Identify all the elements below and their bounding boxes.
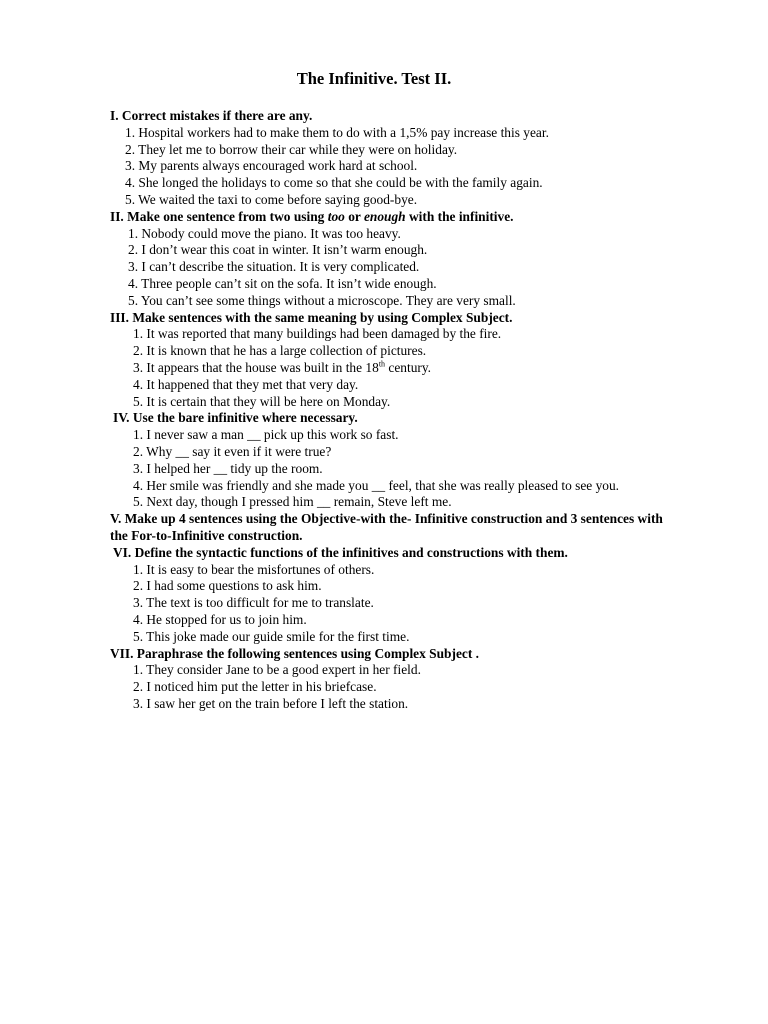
list-item: 5. This joke made our guide smile for the first time. <box>133 628 410 644</box>
heading-emphasis-enough: enough <box>363 208 406 224</box>
list-item: 2. I don’t wear this coat in winter. It isn’t warm enough. <box>128 242 428 258</box>
list-item: 2. It is known that he has a large collection of pictures. <box>133 343 427 359</box>
section-heading: III. Make sentences with the same meaning by using Complex Subject. <box>110 309 513 325</box>
section-heading <box>110 209 710 226</box>
list-item: 2. I noticed him put the letter in his briefcase. <box>133 679 377 695</box>
document-body <box>110 108 710 713</box>
heading-text: II. Make one sentence from two using <box>110 208 328 224</box>
exercise-list <box>110 427 710 511</box>
section-6 <box>110 545 710 646</box>
list-item: 1. Hospital workers had to make them to do with a 1,5% pay increase this year. <box>125 124 549 140</box>
list-item: 1. It is easy to bear the misfortunes of others. <box>133 561 375 577</box>
list-item: 1. It was reported that many buildings had been damaged by the fire. <box>133 326 502 342</box>
list-item-text: 3. It appears that the house was built in the 18 <box>133 359 379 375</box>
section-5 <box>110 511 710 545</box>
list-item: 5. You can’t see some things without a microscope. They are very small. <box>128 292 516 308</box>
superscript: th <box>378 359 386 369</box>
list-item: 2. Why __ say it even if it were true? <box>133 443 332 459</box>
section-heading: I. Correct mistakes if there are any. <box>110 108 313 123</box>
list-item: 1. I never saw a man __ pick up this work so fast. <box>133 427 399 443</box>
exercise-list <box>110 326 710 410</box>
list-item <box>110 360 710 377</box>
list-item: 4. It happened that they met that very day. <box>133 376 359 392</box>
section-heading: IV. Use the bare infinitive where necessary. <box>113 410 358 426</box>
list-item-text: century. <box>385 359 432 375</box>
section-heading: VI. Define the syntactic functions of the infinitives and constructions with them. <box>113 544 568 560</box>
section-7 <box>110 646 710 713</box>
section-2 <box>110 209 710 310</box>
list-item: 3. I can’t describe the situation. It is very complicated. <box>128 259 420 275</box>
section-heading: VII. Paraphrase the following sentences using Complex Subject . <box>110 645 479 661</box>
heading-emphasis-too: too <box>327 208 345 224</box>
list-item: 3. The text is too difficult for me to translate. <box>133 595 374 611</box>
list-item: 4. Her smile was friendly and she made you __ feel, that she was really pleased to see you. <box>133 477 620 493</box>
section-heading: V. Make up 4 sentences using the Objective-with the- Infinitive construction and 3 sentences with the For-to-Infinitive construction. <box>110 511 663 543</box>
heading-text: with the infinitive. <box>405 208 514 224</box>
list-item: 5. It is certain that they will be here on Monday. <box>133 393 391 409</box>
list-item: 4. She longed the holidays to come so that she could be with the family again. <box>125 175 543 191</box>
list-item: 3. My parents always encouraged work hard at school. <box>125 158 418 174</box>
section-3 <box>110 310 710 411</box>
document-title: The Infinitive. Test II. <box>296 69 452 88</box>
heading-text: or <box>344 208 364 224</box>
list-item: 4. He stopped for us to join him. <box>133 611 307 627</box>
list-item: 1. Nobody could move the piano. It was too heavy. <box>128 225 401 241</box>
list-item: 1. They consider Jane to be a good expert in her field. <box>133 662 421 678</box>
list-item: 4. Three people can’t sit on the sofa. It isn’t wide enough. <box>128 275 437 291</box>
exercise-list <box>110 125 710 209</box>
list-item: 2. I had some questions to ask him. <box>133 578 322 594</box>
list-item: 2. They let me to borrow their car while they were on holiday. <box>125 141 458 157</box>
list-item: 5. Next day, though I pressed him __ remain, Steve left me. <box>133 494 452 510</box>
list-item: 3. I saw her get on the train before I left the station. <box>133 695 409 711</box>
exercise-list <box>110 562 710 646</box>
list-item: 3. I helped her __ tidy up the room. <box>133 460 323 476</box>
exercise-list <box>110 226 710 310</box>
exercise-list <box>110 662 710 712</box>
section-1 <box>110 108 710 209</box>
list-item: 5. We waited the taxi to come before saying good-bye. <box>125 191 418 207</box>
section-4 <box>110 410 710 511</box>
